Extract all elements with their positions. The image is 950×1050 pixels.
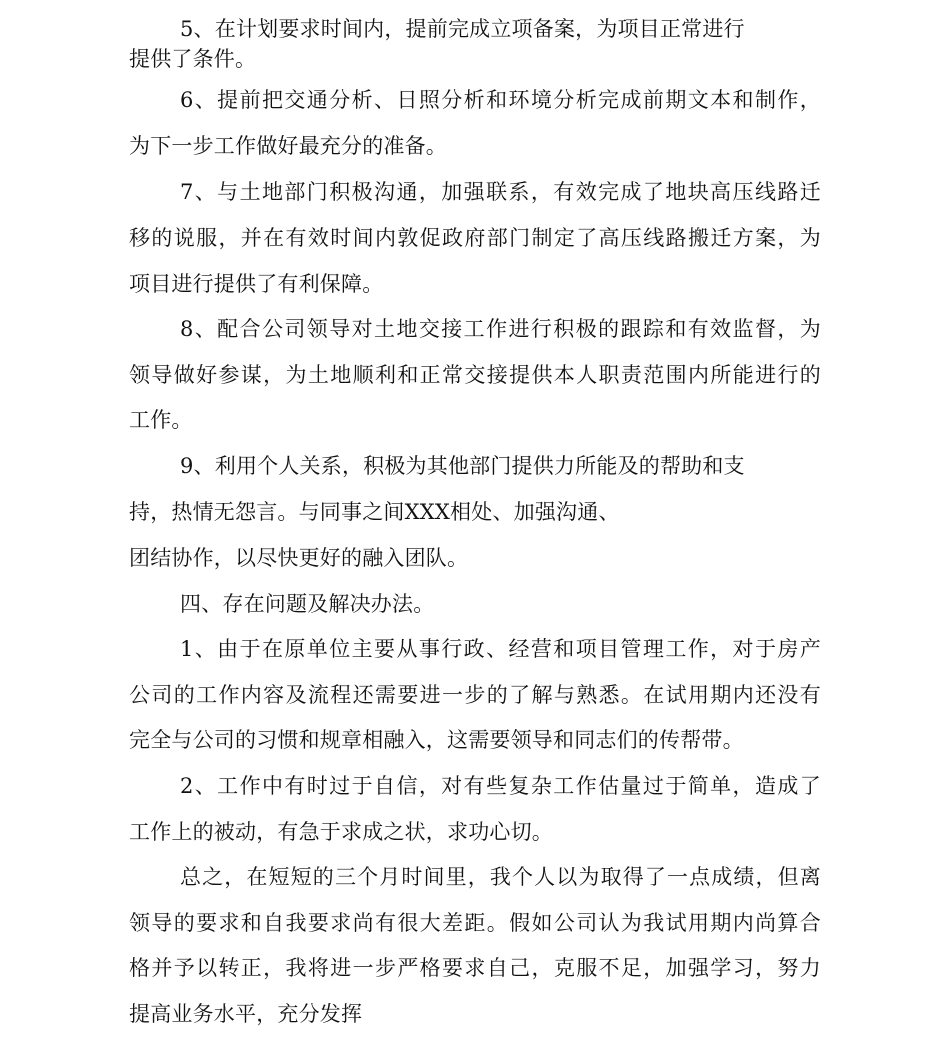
paragraph-5-line-1: 5、在计划要求时间内，提前完成立项备案，为项目正常进行 xyxy=(180,17,745,41)
summary-line-4: 提高业务水平，充分发挥 xyxy=(129,1002,363,1026)
paragraph-9-line-3: 团结协作，以尽快更好的融入团队。 xyxy=(129,546,469,570)
summary-line-3: 格并予以转正，我将进一步严格要求自己，克服不足，加强学习，努力 xyxy=(129,956,821,980)
paragraph-7-line-2: 移的说服，并在有效时间内敦促政府部门制定了高压线路搬迁方案，为 xyxy=(129,226,821,250)
paragraph-5-line-2: 提供了条件。 xyxy=(129,47,257,71)
issue-2-line-2: 工作上的被动，有急于求成之状，求功心切。 xyxy=(129,820,553,844)
paragraph-8-line-3: 工作。 xyxy=(129,408,193,432)
paragraph-8-line-2: 领导做好参谋，为土地顺利和正常交接提供本人职责范围内所能进行的 xyxy=(129,363,821,387)
paragraph-7-line-3: 项目进行提供了有利保障。 xyxy=(129,272,384,296)
summary-line-2: 领导的要求和自我要求尚有很大差距。假如公司认为我试用期内尚算合 xyxy=(129,911,821,935)
issue-1-line-1: 1、由于在原单位主要从事行政、经营和项目管理工作，对于房产 xyxy=(180,637,821,661)
paragraph-9-line-2: 持，热情无怨言。与同事之间XXX相处、加强沟通、 xyxy=(129,500,620,524)
section-heading: 四、存在问题及解决办法。 xyxy=(180,592,435,616)
summary-line-1: 总之，在短短的三个月时间里，我个人以为取得了一点成绩，但离 xyxy=(180,865,821,889)
issue-1-line-3: 完全与公司的习惯和规章相融入，这需要领导和同志们的传帮带。 xyxy=(129,728,744,752)
paragraph-7-line-1: 7、与土地部门积极沟通，加强联系，有效完成了地块高压线路迁 xyxy=(180,180,821,204)
issue-2-line-1: 2、工作中有时过于自信，对有些复杂工作估量过于简单，造成了 xyxy=(180,774,821,798)
issue-1-line-2: 公司的工作内容及流程还需要进一步的了解与熟悉。在试用期内还没有 xyxy=(129,683,821,707)
paragraph-9-line-1: 9、利用个人关系，积极为其他部门提供力所能及的帮助和支 xyxy=(180,454,745,478)
paragraph-6-line-2: 为下一步工作做好最充分的准备。 xyxy=(129,134,447,158)
paragraph-6-line-1: 6、提前把交通分析、日照分析和环境分析完成前期文本和制作， xyxy=(180,88,821,112)
paragraph-8-line-1: 8、配合公司领导对土地交接工作进行积极的跟踪和有效监督，为 xyxy=(180,317,821,341)
